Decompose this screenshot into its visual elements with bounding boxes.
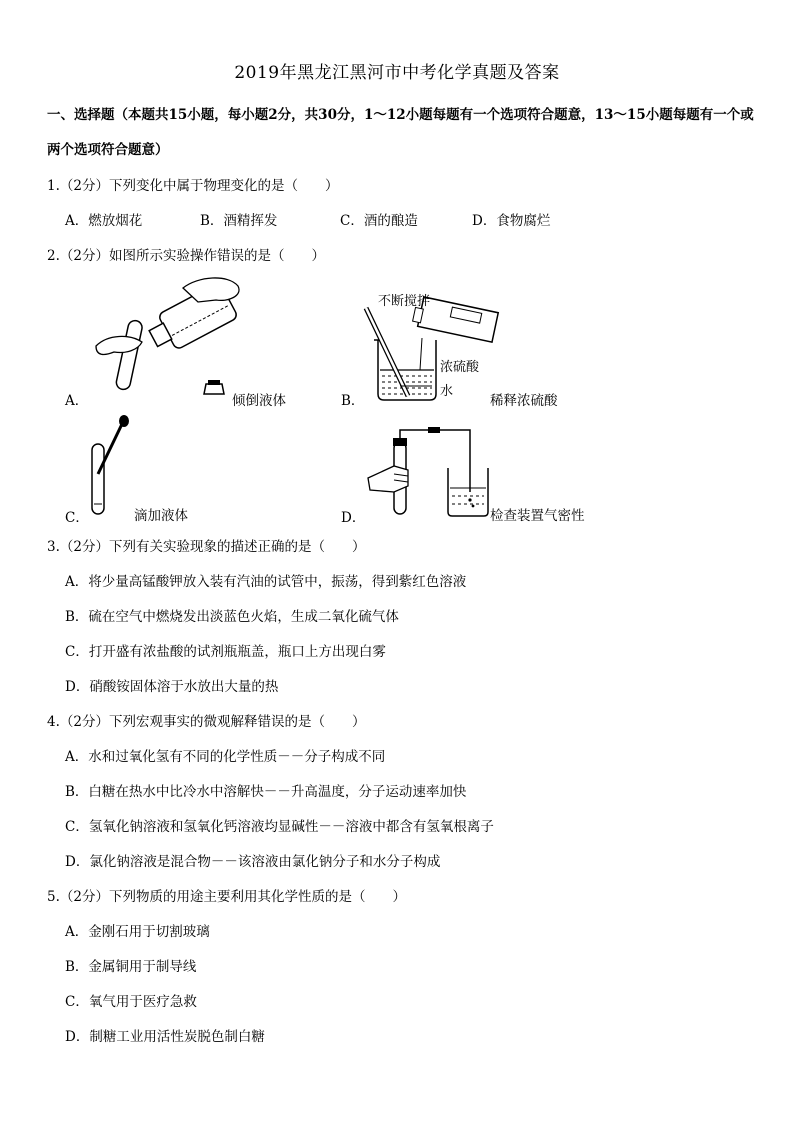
label-stir: 不断搅拌 — [378, 294, 431, 309]
figure-c-caption: 滴加液体 — [134, 508, 188, 524]
question-4-option-c: C．氢氧化钠溶液和氢氧化钙溶液均显碱性－－溶液中都含有氢氧根离子 — [65, 819, 494, 835]
question-3-stem: 3.（2分）下列有关实验现象的描述正确的是（ ） — [47, 539, 366, 555]
figure-a-letter: A． — [65, 393, 89, 409]
question-3-option-d: D．硝酸铵固体溶于水放出大量的热 — [65, 679, 279, 695]
question-5-option-d: D．制糖工业用活性炭脱色制白糖 — [65, 1029, 265, 1045]
label-acid: 浓硫酸 — [440, 360, 480, 375]
question-4-stem: 4.（2分）下列宏观事实的微观解释错误的是（ ） — [47, 714, 366, 730]
question-3-option-a: A．将少量高锰酸钾放入装有汽油的试管中，振荡，得到紫红色溶液 — [65, 574, 467, 590]
question-2-stem: 2.（2分）如图所示实验操作错误的是（ ） — [47, 248, 325, 264]
question-4-option-b: B．白糖在热水中比冷水中溶解快－－升高温度，分子运动速率加快 — [65, 784, 467, 800]
question-5-option-a: A．金刚石用于切割玻璃 — [65, 924, 210, 940]
question-3-option-b: B．硫在空气中燃烧发出淡蓝色火焰，生成二氧化硫气体 — [65, 609, 399, 625]
question-5-option-b: B．金属铜用于制导线 — [65, 959, 197, 975]
question-1-option-b: B．酒精挥发 — [200, 213, 278, 229]
figure-pouring-liquid — [88, 276, 258, 406]
question-3-option-c: C．打开盛有浓盐酸的试剂瓶瓶盖，瓶口上方出现白雾 — [65, 644, 386, 660]
question-5-stem: 5.（2分）下列物质的用途主要利用其化学性质的是（ ） — [47, 889, 406, 905]
page-title: 2019年黑龙江黑河市中考化学真题及答案 — [234, 63, 560, 83]
question-1-stem: 1.（2分）下列变化中属于物理变化的是（ ） — [47, 178, 339, 194]
figure-d-letter: D． — [341, 510, 366, 526]
label-water: 水 — [440, 384, 454, 399]
question-1-option-a: A．燃放烟花 — [65, 213, 143, 229]
figure-dropping-liquid — [84, 414, 138, 518]
question-1-option-c: C．酒的酿造 — [340, 213, 418, 229]
figure-d-caption: 检查装置气密性 — [490, 508, 585, 524]
section-heading: 一、选择题（本题共15小题，每小题2分，共30分，1～12小题每题有一个选项符合题意，13～15小题每题有一个或两个选项符合题意） — [47, 107, 754, 158]
question-1-option-d: D．食物腐烂 — [472, 213, 551, 229]
figure-c-letter: C． — [65, 510, 89, 526]
figure-a-caption: 倾倒液体 — [232, 393, 286, 409]
question-5-option-c: C．氧气用于医疗急救 — [65, 994, 197, 1010]
question-4-option-d: D．氯化钠溶液是混合物－－该溶液由氯化钠分子和水分子构成 — [65, 854, 441, 870]
figure-airtightness — [366, 422, 490, 520]
question-4-option-a: A．水和过氧化氢有不同的化学性质－－分子构成不同 — [65, 749, 386, 765]
figure-b-caption: 稀释浓硫酸 — [490, 393, 558, 409]
figure-b-letter: B． — [341, 393, 365, 409]
